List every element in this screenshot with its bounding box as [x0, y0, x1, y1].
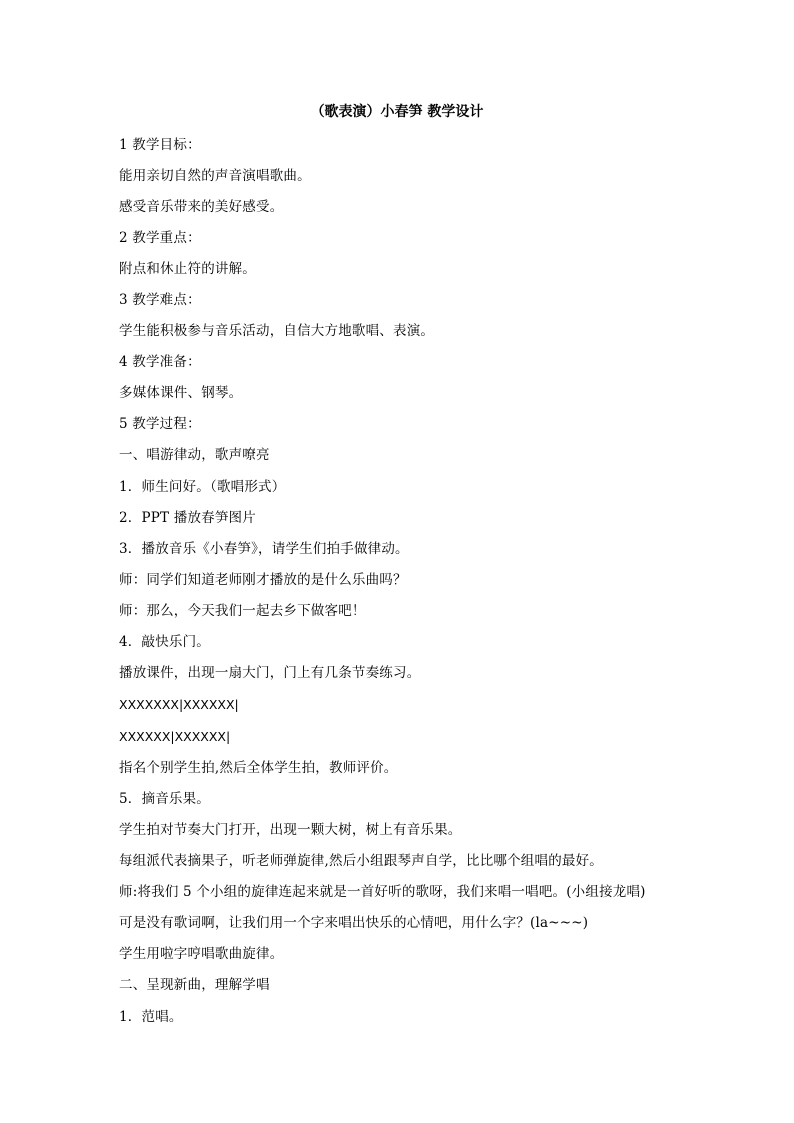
paragraph: 播放课件，出现一扇大门，门上有几条节奏练习。: [119, 665, 421, 681]
paragraph: 每组派代表摘果子，听老师弹旋律,然后小组跟琴声自学，比比哪个组唱的最好。: [119, 853, 603, 869]
paragraph: 附点和休止符的讲解。: [119, 261, 256, 277]
paragraph: 4．敲快乐门。: [119, 634, 210, 650]
rhythm-line: XXXXXXX|XXXXXX|: [119, 697, 239, 712]
subsection-heading: 一、唱游律动，歌声嘹亮: [119, 447, 270, 463]
section-heading-goals: 1 教学目标：: [119, 137, 201, 153]
paragraph: 2．PPT 播放春笋图片: [119, 510, 256, 526]
paragraph: 学生能积极参与音乐活动，自信大方地歌唱、表演。: [119, 323, 435, 339]
paragraph: 师：同学们知道老师刚才播放的是什么乐曲吗？: [119, 572, 407, 588]
paragraph: 学生拍对节奏大门打开，出现一颗大树，树上有音乐果。: [119, 822, 462, 838]
subsection-heading: 二、呈现新曲，理解学唱: [119, 977, 270, 993]
section-heading-difficulties: 3 教学难点：: [119, 292, 201, 308]
paragraph: 1．师生问好。（歌唱形式）: [119, 479, 286, 495]
section-heading-key-points: 2 教学重点：: [119, 230, 201, 246]
paragraph: 多媒体课件、钢琴。: [119, 385, 243, 401]
paragraph: 感受音乐带来的美好感受。: [119, 199, 284, 215]
paragraph: 师:将我们 5 个小组的旋律连起来就是一首好听的歌呀，我们来唱一唱吧。(小组接龙唱): [119, 884, 646, 900]
paragraph: 学生用啦字哼唱歌曲旋律。: [119, 946, 284, 962]
paragraph: 师：那么，今天我们一起去乡下做客吧！: [119, 603, 366, 619]
paragraph: 指名个别学生拍,然后全体学生拍，教师评价。: [119, 760, 398, 776]
paragraph: 3．播放音乐《小春笋》，请学生们拍手做律动。: [119, 541, 409, 557]
section-heading-process: 5 教学过程：: [119, 416, 201, 432]
document-title: （歌表演）小春笋 教学设计: [310, 104, 484, 120]
paragraph: 能用亲切自然的声音演唱歌曲。: [119, 168, 311, 184]
paragraph: 5．摘音乐果。: [119, 791, 210, 807]
rhythm-line: XXXXXX|XXXXXX|: [119, 729, 231, 744]
paragraph: 1．范唱。: [119, 1009, 183, 1025]
paragraph: 可是没有歌词啊，让我们用一个字来唱出快乐的心情吧，用什么字？(la~~~): [119, 915, 589, 931]
section-heading-preparation: 4 教学准备：: [119, 354, 201, 370]
